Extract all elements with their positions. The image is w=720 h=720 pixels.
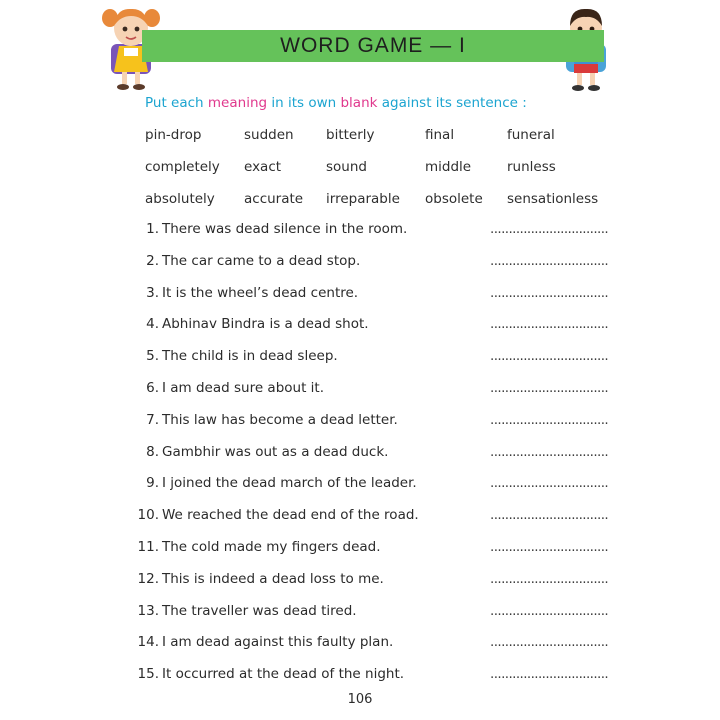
word-bank-item: sensationless: [507, 191, 599, 207]
question-row: [0, 253, 720, 285]
question-sentence: I joined the dead march of the leader.: [162, 475, 417, 492]
instruction-part: in its own: [267, 95, 341, 111]
question-row: [0, 380, 720, 412]
question-sentence: We reached the dead end of the road.: [162, 507, 419, 524]
question-number: 10.: [137, 507, 159, 524]
word-bank-item: pin-drop: [145, 127, 202, 143]
question-row: [0, 634, 720, 666]
question-number: 4.: [146, 316, 159, 333]
question-sentence: The car came to a dead stop.: [162, 252, 361, 269]
question-row: [0, 444, 720, 476]
question-row: [0, 603, 720, 635]
word-bank: [145, 127, 625, 223]
answer-blank[interactable]: ................................: [490, 570, 609, 587]
word-bank-item: sudden: [244, 127, 294, 143]
answer-blank[interactable]: ................................: [490, 475, 609, 492]
question-sentence: I am dead against this faulty plan.: [162, 634, 394, 651]
question-sentence: It occurred at the dead of the night.: [162, 666, 405, 683]
answer-blank[interactable]: ................................: [490, 379, 609, 396]
answer-blank[interactable]: ................................: [490, 507, 609, 524]
word-bank-item: obsolete: [425, 191, 483, 207]
question-sentence: It is the wheel’s dead centre.: [162, 284, 359, 301]
question-sentence: The cold made my fingers dead.: [162, 538, 381, 555]
word-bank-item: completely: [145, 159, 220, 175]
question-number: 11.: [137, 538, 159, 555]
page-number: 106: [347, 692, 373, 707]
question-sentence: Gambhir was out as a dead duck.: [162, 443, 389, 460]
word-bank-item: final: [425, 127, 455, 143]
word-bank-item: irreparable: [326, 191, 400, 207]
question-sentence: This is indeed a dead loss to me.: [162, 570, 384, 587]
question-row: [0, 571, 720, 603]
answer-blank[interactable]: ................................: [490, 316, 609, 333]
question-number: 13.: [137, 602, 159, 619]
instruction-part: meaning: [207, 95, 268, 111]
question-row: [0, 412, 720, 444]
answer-blank[interactable]: ................................: [490, 221, 609, 237]
question-sentence: The child is in dead sleep.: [162, 348, 338, 365]
answer-blank[interactable]: ................................: [490, 666, 609, 683]
question-number: 14.: [137, 634, 159, 651]
instruction-part: Put each: [145, 95, 208, 111]
question-sentence: I am dead sure about it.: [162, 379, 325, 396]
question-number: 12.: [137, 570, 159, 587]
answer-blank[interactable]: ................................: [490, 634, 609, 651]
word-bank-item: exact: [244, 159, 282, 175]
title-banner: [142, 30, 604, 62]
answer-blank[interactable]: ................................: [490, 252, 609, 269]
question-row: [0, 348, 720, 380]
answer-blank[interactable]: ................................: [490, 348, 609, 365]
question-row: [0, 221, 720, 253]
answer-blank[interactable]: ................................: [490, 411, 609, 428]
question-number: 9.: [146, 475, 159, 492]
question-row: [0, 316, 720, 348]
question-sentence: This law has become a dead letter.: [162, 411, 398, 428]
question-number: 1.: [146, 221, 159, 237]
word-bank-item: runless: [507, 159, 556, 175]
word-bank-item: funeral: [507, 127, 555, 143]
word-bank-item: middle: [425, 159, 472, 175]
answer-blank[interactable]: ................................: [490, 602, 609, 619]
word-bank-item: accurate: [244, 191, 304, 207]
word-bank-item: absolutely: [145, 191, 215, 207]
question-row: [0, 475, 720, 507]
instruction-text: [145, 95, 527, 111]
question-row: [0, 285, 720, 317]
answer-blank[interactable]: ................................: [490, 538, 609, 555]
question-number: 2.: [146, 252, 159, 269]
question-sentence: The traveller was dead tired.: [162, 602, 357, 619]
instruction-part: blank: [340, 95, 378, 111]
question-number: 8.: [146, 443, 159, 460]
question-list: [0, 221, 720, 698]
word-bank-row: [145, 159, 625, 191]
question-number: 15.: [137, 666, 159, 683]
word-bank-row: [145, 191, 625, 223]
question-row: [0, 507, 720, 539]
question-number: 3.: [146, 284, 159, 301]
question-number: 5.: [146, 348, 159, 365]
question-number: 6.: [146, 379, 159, 396]
page-title: WORD GAME — I: [280, 34, 466, 57]
answer-blank[interactable]: ................................: [490, 443, 609, 460]
answer-blank[interactable]: ................................: [490, 284, 609, 301]
question-sentence: Abhinav Bindra is a dead shot.: [162, 316, 369, 333]
word-bank-item: bitterly: [326, 127, 375, 143]
word-bank-row: [145, 127, 625, 159]
instruction-part: against its sentence :: [377, 95, 527, 111]
question-number: 7.: [146, 411, 159, 428]
question-sentence: There was dead silence in the room.: [162, 221, 408, 237]
word-bank-item: sound: [326, 159, 367, 175]
question-row: [0, 539, 720, 571]
